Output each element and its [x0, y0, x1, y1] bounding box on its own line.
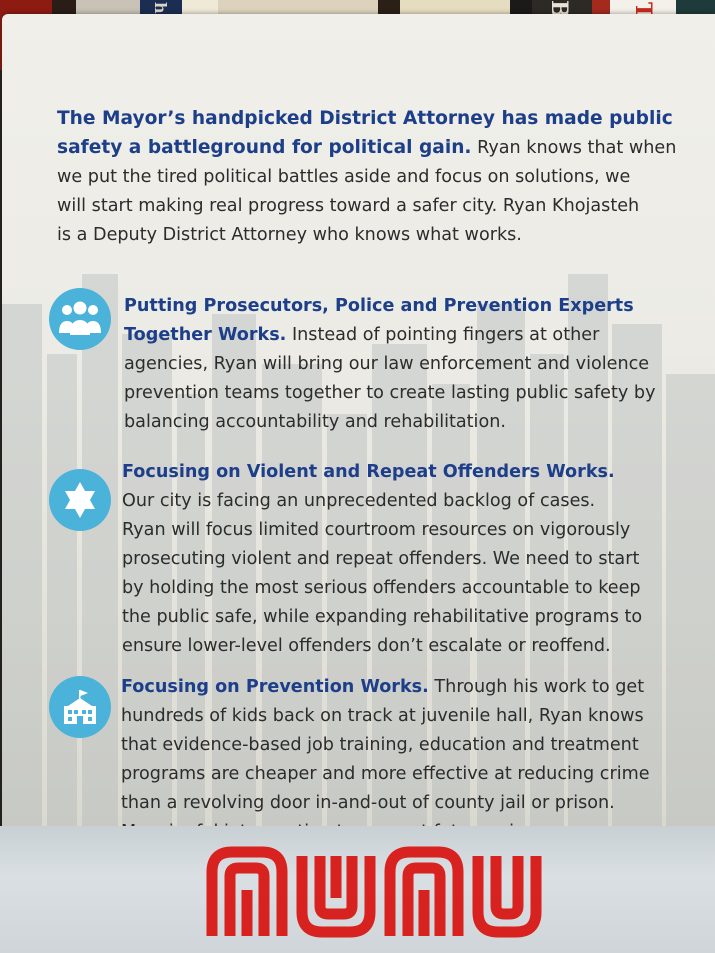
- section-body-line: programs are cheaper and more effective at reducing crime: [121, 764, 650, 784]
- section-body-line: ensure lower-level offenders don’t escalate or reoffend.: [122, 636, 611, 656]
- section-body-line: by holding the most serious offenders accountable to keep: [122, 578, 641, 598]
- intro-body-text: Ryan knows that when: [471, 138, 677, 158]
- section-line: [121, 673, 650, 702]
- section-title-line: Together Works.: [124, 325, 287, 345]
- section-title-line: Focusing on Violent and Repeat Offenders Works.: [122, 462, 615, 482]
- section-body-line: than a revolving door in-and-out of county jail or prison.: [121, 793, 615, 813]
- star-badge-icon: [49, 469, 111, 531]
- section-prosecutors: [124, 292, 655, 437]
- intro-line: [57, 133, 676, 163]
- section-prevention: [121, 673, 650, 844]
- section-body-text: Through his work to get: [428, 677, 645, 697]
- section-body-line: prevention teams together to create lasting public safety by: [124, 383, 656, 403]
- section-body-line: the public safe, while expanding rehabilitative programs to: [122, 607, 643, 627]
- section-body-line: agencies, Ryan will bring our law enforcement and violence: [124, 354, 650, 374]
- intro-body-line: will start making real progress toward a safer city. Ryan Khojasteh: [57, 196, 640, 216]
- people-group-icon: [49, 288, 111, 350]
- section-title-line: Putting Prosecutors, Police and Prevention Experts: [124, 296, 634, 316]
- section-body-line: balancing accountability and rehabilitation.: [124, 412, 506, 432]
- section-body-text: Instead of pointing fingers at other: [286, 325, 600, 345]
- schoolhouse-icon: [49, 676, 111, 738]
- intro-paragraph: [57, 104, 676, 250]
- section-line: [124, 321, 655, 350]
- intro-body-line: we put the tired political battles aside and focus on solutions, we: [57, 167, 631, 187]
- campaign-flyer: [2, 14, 715, 844]
- muni-worm-logo: [204, 842, 544, 940]
- section-body-line: hundreds of kids back on track at juvenile hall, Ryan knows: [121, 706, 644, 726]
- section-body-line: Ryan will focus limited courtroom resources on vigorously: [122, 520, 631, 540]
- intro-headline-line: The Mayor’s handpicked District Attorney has made public: [57, 108, 673, 129]
- section-body-line: that evidence-based job training, education and treatment: [121, 735, 639, 755]
- section-body-line: Our city is facing an unprecedented backlog of cases.: [122, 491, 596, 511]
- intro-headline-line: safety a battleground for political gain.: [57, 137, 472, 158]
- section-body-line: prosecuting violent and repeat offenders. We need to start: [122, 549, 640, 569]
- intro-body-line: is a Deputy District Attorney who knows what works.: [57, 225, 522, 245]
- section-violent-offenders: [122, 458, 642, 661]
- section-title-line: Focusing on Prevention Works.: [121, 677, 429, 697]
